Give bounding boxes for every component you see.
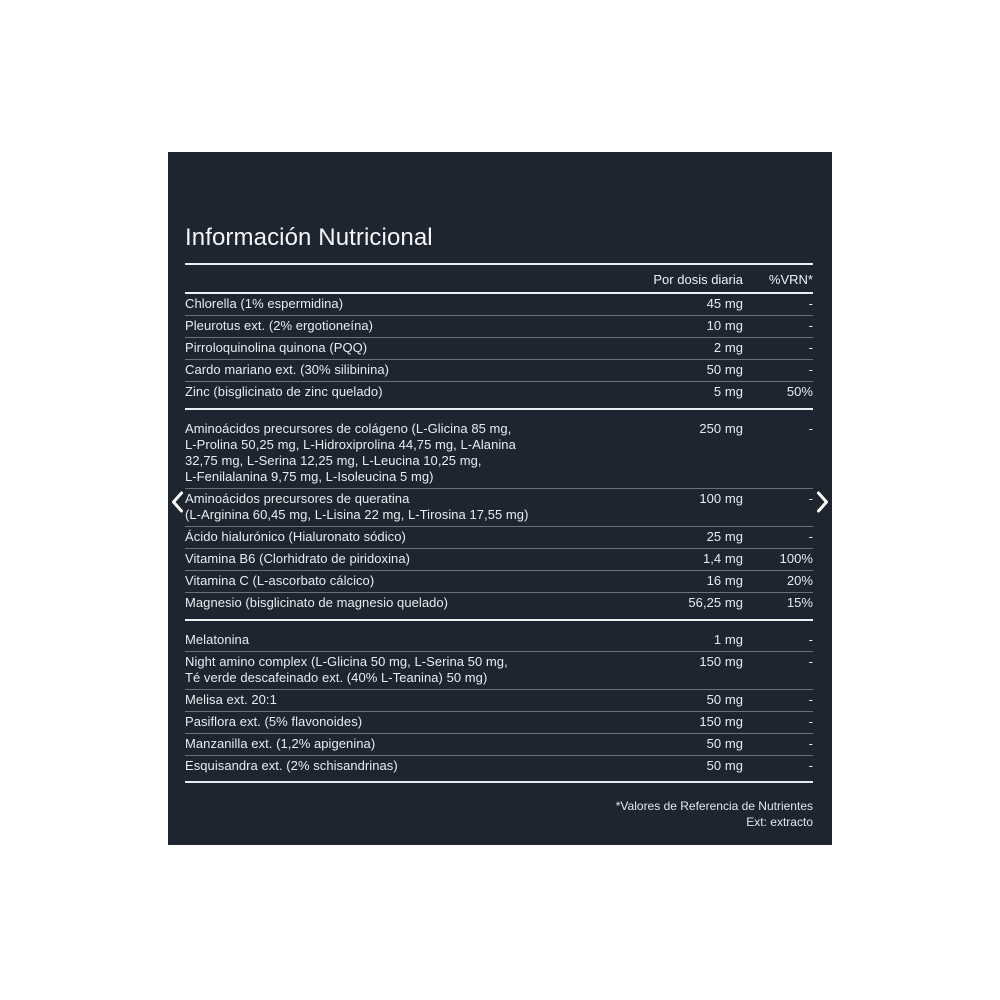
vrn-value: - bbox=[808, 758, 813, 773]
vrn-value: - bbox=[808, 362, 813, 377]
vrn-value: - bbox=[808, 529, 813, 544]
vrn-value: - bbox=[808, 318, 813, 333]
vrn-value: - bbox=[808, 421, 813, 436]
ingredient-group bbox=[185, 419, 813, 614]
dose-value: 10 mg bbox=[706, 318, 743, 333]
vrn-value: 15% bbox=[786, 595, 813, 610]
dose-value: 56,25 mg bbox=[688, 595, 743, 610]
group-separator-rule bbox=[185, 408, 813, 410]
table-header bbox=[185, 265, 813, 292]
ingredient-name: Pasiflora ext. (5% flavonoides) bbox=[185, 714, 363, 729]
chevron-left-icon bbox=[170, 490, 184, 514]
vrn-value: - bbox=[808, 296, 813, 311]
vrn-value: - bbox=[808, 692, 813, 707]
ingredient-name: Cardo mariano ext. (30% silibinina) bbox=[185, 362, 390, 377]
vrn-value: - bbox=[808, 714, 813, 729]
table-row bbox=[185, 294, 813, 316]
vrn-value: 50% bbox=[786, 384, 813, 399]
footnote-ext: Ext: extracto bbox=[746, 815, 813, 829]
footnotes bbox=[185, 798, 813, 830]
dose-value: 25 mg bbox=[706, 529, 743, 544]
table-row bbox=[185, 360, 813, 382]
table-row bbox=[185, 489, 813, 527]
table-row bbox=[185, 593, 813, 614]
ingredient-group bbox=[185, 630, 813, 777]
page-title: Información Nutricional bbox=[185, 224, 433, 251]
dose-value: 50 mg bbox=[706, 362, 743, 377]
footnote-vrn: *Valores de Referencia de Nutrientes bbox=[615, 799, 813, 813]
ingredient-group bbox=[185, 294, 813, 403]
table-row bbox=[185, 338, 813, 360]
ingredient-name: Vitamina B6 (Clorhidrato de piridoxina) bbox=[185, 551, 410, 566]
dose-value: 2 mg bbox=[713, 340, 743, 355]
table-row bbox=[185, 549, 813, 571]
header-dose-label: Por dosis diaria bbox=[653, 272, 743, 287]
table-row bbox=[185, 571, 813, 593]
ingredient-name: Ácido hialurónico (Hialuronato sódico) bbox=[185, 529, 406, 544]
vrn-value: - bbox=[808, 491, 813, 506]
ingredient-name: Vitamina C (L-ascorbato cálcico) bbox=[185, 573, 375, 588]
ingredient-name: Night amino complex (L-Glicina 50 mg, L-Serina 50 mg, Té verde descafeinado ext. (40% L-Teanina) 50 mg) bbox=[185, 654, 508, 685]
vrn-value: - bbox=[808, 340, 813, 355]
dose-value: 50 mg bbox=[706, 758, 743, 773]
dose-value: 150 mg bbox=[699, 714, 743, 729]
chevron-right-icon bbox=[816, 490, 830, 514]
table-row bbox=[185, 316, 813, 338]
dose-value: 5 mg bbox=[713, 384, 743, 399]
ingredient-name: Pirroloquinolina quinona (PQQ) bbox=[185, 340, 368, 355]
table-row bbox=[185, 690, 813, 712]
vrn-value: - bbox=[808, 632, 813, 647]
dose-value: 50 mg bbox=[706, 692, 743, 707]
table-body bbox=[185, 294, 813, 777]
ingredient-name: Zinc (bisglicinato de zinc quelado) bbox=[185, 384, 383, 399]
dose-value: 1,4 mg bbox=[702, 551, 743, 566]
ingredient-name: Melisa ext. 20:1 bbox=[185, 692, 277, 707]
table-row bbox=[185, 734, 813, 756]
nutrition-label-card bbox=[168, 152, 832, 845]
table-row bbox=[185, 652, 813, 690]
ingredient-name: Pleurotus ext. (2% ergotioneína) bbox=[185, 318, 374, 333]
table-bottom-rule bbox=[185, 781, 813, 783]
dose-value: 45 mg bbox=[706, 296, 743, 311]
ingredient-name: Chlorella (1% espermidina) bbox=[185, 296, 344, 311]
vrn-value: - bbox=[808, 654, 813, 669]
vrn-value: - bbox=[808, 736, 813, 751]
vrn-value: 100% bbox=[779, 551, 813, 566]
vrn-value: 20% bbox=[786, 573, 813, 588]
carousel-next-button[interactable] bbox=[814, 489, 832, 515]
dose-value: 100 mg bbox=[699, 491, 743, 506]
table-row bbox=[185, 419, 813, 489]
group-separator-rule bbox=[185, 619, 813, 621]
ingredient-name: Magnesio (bisglicinato de magnesio quelado) bbox=[185, 595, 449, 610]
ingredient-name: Aminoácidos precursores de queratina (L-Arginina 60,45 mg, L-Lisina 22 mg, L-Tirosina 17,55 mg) bbox=[185, 491, 529, 522]
dose-value: 250 mg bbox=[699, 421, 743, 436]
dose-value: 16 mg bbox=[706, 573, 743, 588]
table-row bbox=[185, 382, 813, 403]
dose-value: 150 mg bbox=[699, 654, 743, 669]
dose-value: 1 mg bbox=[713, 632, 743, 647]
carousel-prev-button[interactable] bbox=[168, 489, 186, 515]
table-row bbox=[185, 630, 813, 652]
ingredient-name: Aminoácidos precursores de colágeno (L-Glicina 85 mg, L-Prolina 50,25 mg, L-Hidroxiprolina 44,75 mg, L-Alanina 32,75 mg, L-Serina 12,25 mg, L-Leucina 10,25 mg, L-Fenilalanina 9,75 mg, L-Isoleucina 5 mg) bbox=[185, 421, 516, 484]
ingredient-name: Esquisandra ext. (2% schisandrinas) bbox=[185, 758, 398, 773]
dose-value: 50 mg bbox=[706, 736, 743, 751]
ingredient-name: Melatonina bbox=[185, 632, 250, 647]
ingredient-name: Manzanilla ext. (1,2% apigenina) bbox=[185, 736, 376, 751]
table-row bbox=[185, 756, 813, 777]
header-vrn-label: %VRN* bbox=[768, 272, 813, 287]
table-row bbox=[185, 712, 813, 734]
table-row bbox=[185, 527, 813, 549]
